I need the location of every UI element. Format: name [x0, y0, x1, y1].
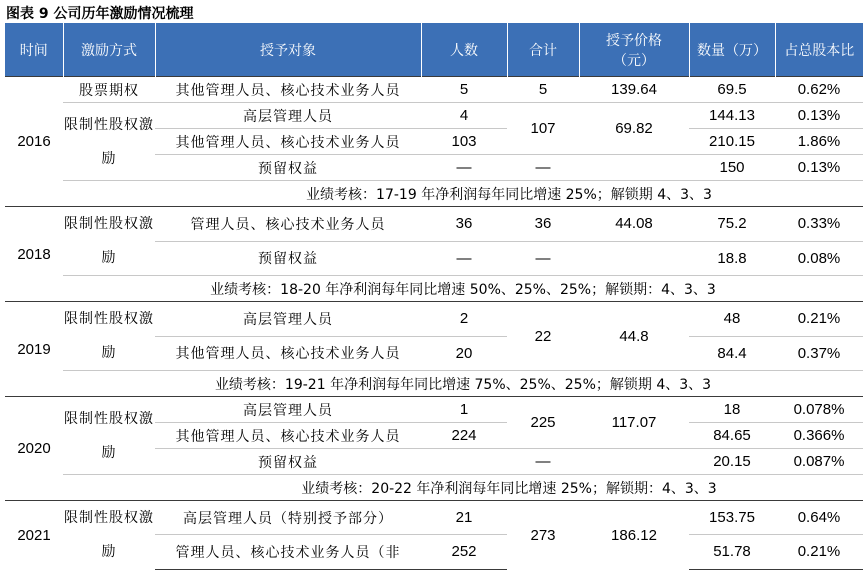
- object-cell: 高层管理人员: [155, 302, 421, 337]
- ratio-cell: 0.62%: [775, 77, 863, 103]
- header-row: [5, 23, 863, 77]
- ratio-cell: 0.21%: [775, 302, 863, 337]
- ratio-cell: 0.087%: [775, 449, 863, 475]
- total-cell: 107: [507, 103, 579, 155]
- price-cell: [579, 241, 689, 276]
- price-cell: 186.12: [579, 501, 689, 570]
- table-caption: 图表 9 公司历年激励情况梳理: [6, 6, 194, 22]
- ratio-cell: 0.33%: [775, 207, 863, 242]
- header-ratio: 占总股本比: [775, 23, 863, 77]
- qty-cell: 150: [689, 155, 775, 181]
- header-people: 人数: [421, 23, 507, 77]
- object-cell: 其他管理人员、核心技术业务人员: [155, 129, 421, 155]
- object-cell: 预留权益: [155, 449, 421, 475]
- ratio-cell: 0.13%: [775, 155, 863, 181]
- total-cell: 273: [507, 501, 579, 570]
- qty-cell: 75.2: [689, 207, 775, 242]
- method-cell: 限制性股权激励: [63, 397, 155, 475]
- table-row: [5, 302, 863, 337]
- header-time: 时间: [5, 23, 63, 77]
- total-cell: —: [507, 449, 579, 475]
- header-price: [579, 23, 689, 77]
- object-cell: 其他管理人员、核心技术业务人员: [155, 336, 421, 371]
- object-cell: 其他管理人员、核心技术业务人员: [155, 77, 421, 103]
- object-cell: 管理人员、核心技术业务人员（非: [155, 535, 421, 569]
- ratio-cell: 0.078%: [775, 397, 863, 423]
- price-cell: [579, 155, 689, 181]
- price-cell: 139.64: [579, 77, 689, 103]
- ratio-cell: 1.86%: [775, 129, 863, 155]
- ratio-cell: 0.37%: [775, 336, 863, 371]
- object-cell: 管理人员、核心技术业务人员: [155, 207, 421, 242]
- perf-row: [5, 475, 863, 501]
- people-cell: 103: [421, 129, 507, 155]
- header-price-line1: 授予价格: [606, 32, 662, 49]
- total-cell: 5: [507, 77, 579, 103]
- qty-cell: 51.78: [689, 535, 775, 569]
- total-cell: —: [507, 241, 579, 276]
- method-cell: 限制性股权激励: [63, 302, 155, 371]
- table-row: [5, 103, 863, 129]
- total-cell: 36: [507, 207, 579, 242]
- qty-cell: 18: [689, 397, 775, 423]
- price-cell: [579, 449, 689, 475]
- total-cell: 22: [507, 302, 579, 371]
- qty-cell: 144.13: [689, 103, 775, 129]
- header-price-line2: （元）: [613, 52, 655, 69]
- people-cell: 36: [421, 207, 507, 242]
- method-cell: 限制性股权激励: [63, 103, 155, 181]
- header-qty: 数量（万）: [689, 23, 775, 77]
- perf-text: 业绩考核：18-20 年净利润每年同比增速 50%、25%、25%；解锁期：4、3、3: [63, 276, 863, 302]
- year-cell: 2018: [5, 207, 63, 302]
- qty-cell: 69.5: [689, 77, 775, 103]
- perf-row: [5, 276, 863, 302]
- people-cell: —: [421, 241, 507, 276]
- people-cell: —: [421, 155, 507, 181]
- people-cell: 252: [421, 535, 507, 569]
- people-cell: 1: [421, 397, 507, 423]
- year-cell: 2019: [5, 302, 63, 397]
- table-row: [5, 397, 863, 423]
- perf-row: [5, 371, 863, 397]
- people-cell: 21: [421, 501, 507, 535]
- price-cell: 44.08: [579, 207, 689, 242]
- ratio-cell: 0.13%: [775, 103, 863, 129]
- table-row: [5, 207, 863, 242]
- object-cell: 预留权益: [155, 241, 421, 276]
- perf-text: 业绩考核：20-22 年净利润每年同比增速 25%；解锁期：4、3、3: [155, 475, 863, 501]
- table-row: [5, 501, 863, 535]
- people-cell: 2: [421, 302, 507, 337]
- header-total: 合计: [507, 23, 579, 77]
- object-cell: 高层管理人员（特别授予部分）: [155, 501, 421, 535]
- perf-row: [5, 181, 863, 207]
- object-cell: 高层管理人员: [155, 103, 421, 129]
- price-cell: 69.82: [579, 103, 689, 155]
- incentive-table: [5, 23, 863, 570]
- qty-cell: 84.65: [689, 423, 775, 449]
- year-cell: 2021: [5, 501, 63, 570]
- qty-cell: 84.4: [689, 336, 775, 371]
- method-cell: 限制性股权激励: [63, 207, 155, 276]
- header-object: 授予对象: [155, 23, 421, 77]
- method-cell: 股票期权: [63, 77, 155, 103]
- people-cell: [421, 449, 507, 475]
- object-cell: 其他管理人员、核心技术业务人员: [155, 423, 421, 449]
- year-cell: 2016: [5, 77, 63, 207]
- ratio-cell: 0.64%: [775, 501, 863, 535]
- perf-text: 业绩考核：17-19 年净利润每年同比增速 25%；解锁期 4、3、3: [155, 181, 863, 207]
- object-cell: 高层管理人员: [155, 397, 421, 423]
- perf-text: 业绩考核：19-21 年净利润每年同比增速 75%、25%、25%；解锁期 4、3、3: [63, 371, 863, 397]
- ratio-cell: 0.08%: [775, 241, 863, 276]
- price-cell: 117.07: [579, 397, 689, 449]
- qty-cell: 153.75: [689, 501, 775, 535]
- qty-cell: 18.8: [689, 241, 775, 276]
- total-cell: 225: [507, 397, 579, 449]
- header-method: 激励方式: [63, 23, 155, 77]
- year-cell: 2020: [5, 397, 63, 501]
- object-cell: 预留权益: [155, 155, 421, 181]
- table-row: [5, 77, 863, 103]
- people-cell: 224: [421, 423, 507, 449]
- price-cell: 44.8: [579, 302, 689, 371]
- total-cell: —: [507, 155, 579, 181]
- qty-cell: 20.15: [689, 449, 775, 475]
- people-cell: 20: [421, 336, 507, 371]
- qty-cell: 48: [689, 302, 775, 337]
- people-cell: 5: [421, 77, 507, 103]
- method-cell: 限制性股权激励: [63, 501, 155, 570]
- ratio-cell: 0.366%: [775, 423, 863, 449]
- people-cell: 4: [421, 103, 507, 129]
- ratio-cell: 0.21%: [775, 535, 863, 569]
- qty-cell: 210.15: [689, 129, 775, 155]
